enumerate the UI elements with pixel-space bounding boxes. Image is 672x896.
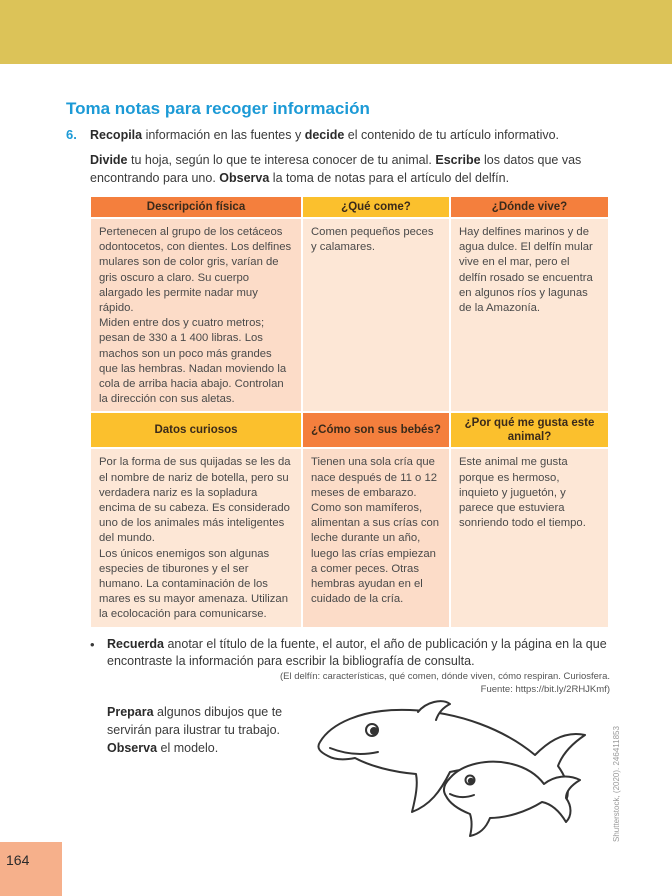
step-number: 6. <box>66 127 77 142</box>
page-number-tab <box>0 842 62 896</box>
header-what-it-eats: ¿Qué come? <box>302 196 450 218</box>
header-why-i-like-it: ¿Por qué me gusta este animal? <box>450 412 609 448</box>
table-cell: Por la forma de sus quijadas se les da el nombre de nariz de botella, pero su verdadera nariz es la sopladura encima de su cabeza. Es considerado uno de los animales más inteligentes del mundo. Los únicos enemigos son algunas especies de tiburones y el ser humano. La contaminación de los mares es su mayor amenaza. Utilizan la ecolocación para comunicarse. <box>90 448 302 627</box>
notes-table <box>89 195 610 629</box>
table-cell: Pertenecen al grupo de los cetáceos odontocetos, con dientes. Los delfines mulares son de color gris, varían de gris oscuro a claro. Su cuerpo alargado les permite nadar muy rápido. Miden entre dos y cuatro metros; pesan de 330 a 1 400 libras. Los machos son un poco más grandes que las hembras. Nadan moviendo la cola de arriba hacia abajo. Controlan la dirección con sus aletas. <box>90 218 302 412</box>
table-cell: Hay delfines marinos y de agua dulce. El delfín mular vive en el mar, pero el delfín rosado se encuentra en algunos ríos y lagunas de la Amazonía. <box>450 218 609 412</box>
prepare-drawings-note: Prepara algunos dibujos que te servirán para ilustrar tu trabajo. Observa el modelo. <box>107 705 283 755</box>
bullet-marker: • <box>90 637 95 652</box>
header-physical-description: Descripción física <box>90 196 302 218</box>
section-title: Toma notas para recoger información <box>66 99 370 118</box>
source-citation <box>190 671 610 696</box>
header-fun-facts: Datos curiosos <box>90 412 302 448</box>
header-babies: ¿Cómo son sus bebés? <box>302 412 450 448</box>
dolphin-drawing <box>300 700 605 840</box>
top-color-band <box>0 0 672 64</box>
remember-note: Recuerda anotar el título de la fuente, el autor, el año de publicación y la página en la que encontraste la información para escribir la bibliografía de consulta. <box>107 637 607 668</box>
step-instruction: Recopila información en las fuentes y decide el contenido de tu artículo informativo. <box>90 128 560 142</box>
page-number: 164 <box>6 852 30 868</box>
header-where-it-lives: ¿Dónde vive? <box>450 196 609 218</box>
citation-line: (El delfín: características, qué comen, dónde viven, cómo respiran. Curiosfera. <box>279 671 610 682</box>
table-cell: Este animal me gusta porque es hermoso, inquieto y juguetón, y parece que estuviera sonriendo todo el tiempo. <box>450 448 609 627</box>
citation-source: Fuente: https://bit.ly/2RHJKmf) <box>480 683 610 695</box>
image-credit: Shutterstock, (2020). 246411853 <box>612 726 621 842</box>
table-instructions: Divide tu hoja, según lo que te interesa conocer de tu animal. Escribe los datos que vas encontrando para uno. Observa la toma de notas para el artículo del delfín. <box>90 153 582 185</box>
table-cell: Comen pequeños peces y calamares. <box>302 218 450 412</box>
table-cell: Tienen una sola cría que nace después de 11 o 12 meses de embarazo. Como son mamíferos, alimentan a sus crías con leche durante un año, luego las crías empiezan a comer peces. Otras hembras ayudan en el cuidado de la cría. <box>302 448 450 627</box>
